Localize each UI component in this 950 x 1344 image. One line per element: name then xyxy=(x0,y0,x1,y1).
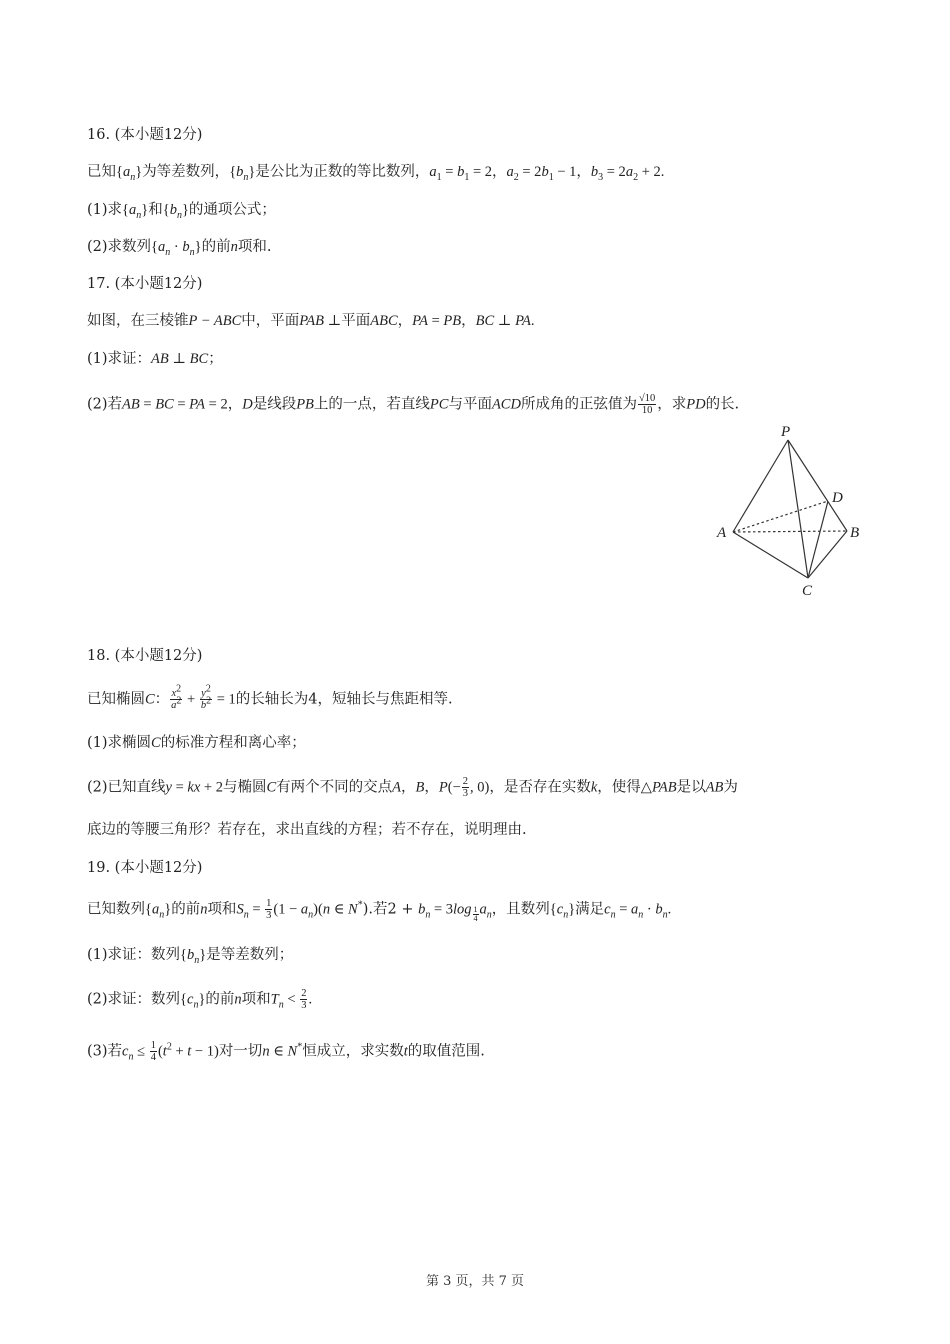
edge-ab-hidden xyxy=(733,531,847,532)
edge-ad-hidden xyxy=(733,501,828,532)
q17-part2: (2)若AB = BC = PA = 2，D是线段PB上的一点，若直线PC与平面ACD所成角的正弦值为 $\frac{√10}{10}$ ，求PD的长. xyxy=(87,393,740,416)
q18-stem: 已知椭圆C： $\frac{x^2}{a^2}$ + $\frac{y^2}{b^2}$ = 1的长轴长为4，短轴长与焦距相等. xyxy=(87,683,453,711)
label-b: B xyxy=(850,525,860,541)
fraction-y2-over-b2: $\frac{y^2}{b^2}$ xyxy=(200,683,212,711)
q16-part1: (1)求$\{a_n\}$和$\{b_n\}$的通项公式； xyxy=(87,202,276,221)
label-c: C xyxy=(802,583,813,599)
tetrahedron-figure xyxy=(708,418,868,603)
q17-part1: (1)求证：AB ⊥ BC； xyxy=(87,351,223,367)
q19-header: 19. (本小题12分) xyxy=(87,860,203,876)
q18-part2-continued: 底边的等腰三角形？若存在，求出直线的方程；若不存在，说明理由. xyxy=(87,822,527,838)
fraction-2-over-3: $\frac{2}{3}$ xyxy=(462,776,468,799)
q17-header: 17. (本小题12分) xyxy=(87,276,203,292)
fraction-1-over-3: $\frac{1}{3}$ xyxy=(266,898,272,921)
edge-pb xyxy=(788,440,847,531)
q19-part2: (2)求证：数列$\{c_n\}$的前n项和$T_n$ < $\frac{2}{3}$ . xyxy=(87,988,313,1011)
fraction-sqrt10-over-10: $\frac{√10}{10}$ xyxy=(638,393,656,416)
q16-stem: 已知$\{a_n\}$为等差数列，$\{b_n\}$是公比为正数的等比数列，$a_1 = b_1 = 2$，$a_2 = 2b_1 - 1$，$b_3 = 2a_2 + 2$. xyxy=(87,164,665,183)
log-base-one-quarter: 1 4 xyxy=(473,905,478,924)
q19-part1: (1)求证：数列$\{b_n\}$是等差数列； xyxy=(87,947,294,966)
edge-ac xyxy=(733,532,808,578)
page-footer: 第 3 页，共 7 页 xyxy=(425,1274,525,1289)
fraction-2-over-3: $\frac{2}{3}$ xyxy=(301,988,307,1011)
q18-part2: (2)已知直线y = kx + 2与椭圆C有两个不同的交点A，B，P(− $\frac{2}{3}$ , 0)，是否存在实数k，使得△PAB是以AB为 xyxy=(87,776,738,799)
q18-header: 18. (本小题12分) xyxy=(87,648,203,664)
fraction-x2-over-a2: $\frac{x^2}{a^2}$ xyxy=(171,683,182,711)
q18-part1: (1)求椭圆C的标准方程和离心率； xyxy=(87,735,306,751)
label-d: D xyxy=(832,490,843,506)
fraction-1-over-4: $\frac{1}{4}$ xyxy=(150,1040,156,1063)
label-a: A xyxy=(717,525,727,541)
q19-stem: 已知数列$\{a_n\}$的前n项和$S_n$ = $\frac{1}{3}$ $(1 - a_n)(n$ ∈ N*).若$2 + b_n = 3\log$ $_{\frac{1}{4}}$ $a_n$，且数列$\{c_n\}$满足$c_n = a_n \cdot b_n$. xyxy=(87,898,672,924)
q16-part2: (2)求数列$\{a_n \cdot b_n\}$的前n项和. xyxy=(87,239,272,258)
edge-pa xyxy=(733,440,788,532)
q16-header: 16. (本小题12分) xyxy=(87,127,203,143)
q17-stem: 如图，在三棱锥P − ABC中，平面PAB ⊥平面ABC，PA = PB，BC ⊥ PA. xyxy=(87,313,535,329)
label-p: P xyxy=(781,424,791,440)
q19-part3: (3)若$c_n$ ≤ $\frac{1}{4}$ $(t^2 + t - 1)$对一切n ∈ N*恒成立，求实数t的取值范围. xyxy=(87,1040,485,1063)
